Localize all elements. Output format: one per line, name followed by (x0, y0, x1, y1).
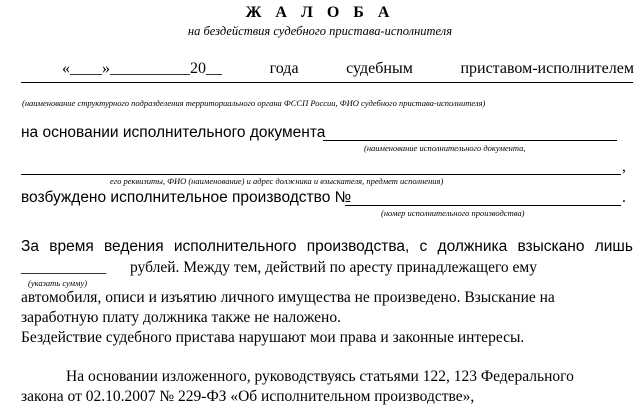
para1-line3: автомобиля, описи и изъятию личного имущества не произведено. Взыскание на (21, 289, 555, 306)
word-goda: года (269, 60, 299, 77)
date-field: «____»__________20__ (62, 60, 222, 77)
caption-bailiff: (наименование структурного подразделения территориального органа ФССП России, ФИО судебного пристава-исполнителя) (22, 98, 486, 108)
proceeding-period: . (622, 189, 626, 206)
para1-line4: заработную плату должника также не наложено. (21, 309, 341, 326)
bailiff-name-blank (21, 82, 633, 83)
para2-line1: На основании изложенного, руководствуясь статьями 122, 123 Федерального (66, 368, 574, 385)
para1-line1: За время ведения исполнительного производства, с должника взыскано лишь (21, 238, 633, 255)
caption-proceeding: (номер исполнительного производства) (381, 208, 525, 218)
para2-line2: закона от 02.10.2007 № 229-ФЗ «Об исполнительном производстве», (21, 388, 475, 405)
caption-requisites: его реквизиты, ФИО (наименование) и адрес должника и взыскателя, предмет исполнения) (110, 176, 444, 186)
para1-sum-gap: ___________ (21, 259, 107, 276)
para1-line2: рублей. Между тем, действий по аресту принадлежащего ему (130, 259, 537, 276)
proceeding-label: возбуждено исполнительное производство № (21, 189, 352, 206)
word-sudebnym: судебным (346, 60, 413, 77)
proceeding-number-blank (345, 205, 621, 206)
date-line (62, 60, 634, 78)
para1-line5: Бездействие судебного пристава нарушают мои права и законные интересы. (21, 329, 525, 346)
requisites-blank (21, 174, 621, 175)
exec-doc-blank (323, 140, 617, 141)
exec-doc-label: на основании исполнительного документа (21, 124, 326, 141)
caption-sum: (указать сумму) (28, 278, 88, 288)
document-title: Ж А Л О Б А (245, 4, 395, 21)
caption-exec-doc: (наименование исполнительного документа, (364, 143, 526, 153)
word-pristavom: приставом-исполнителем (460, 60, 634, 77)
document-subtitle: на бездействия судебного пристава-исполнителя (187, 24, 453, 38)
requisites-comma: , (622, 158, 626, 175)
